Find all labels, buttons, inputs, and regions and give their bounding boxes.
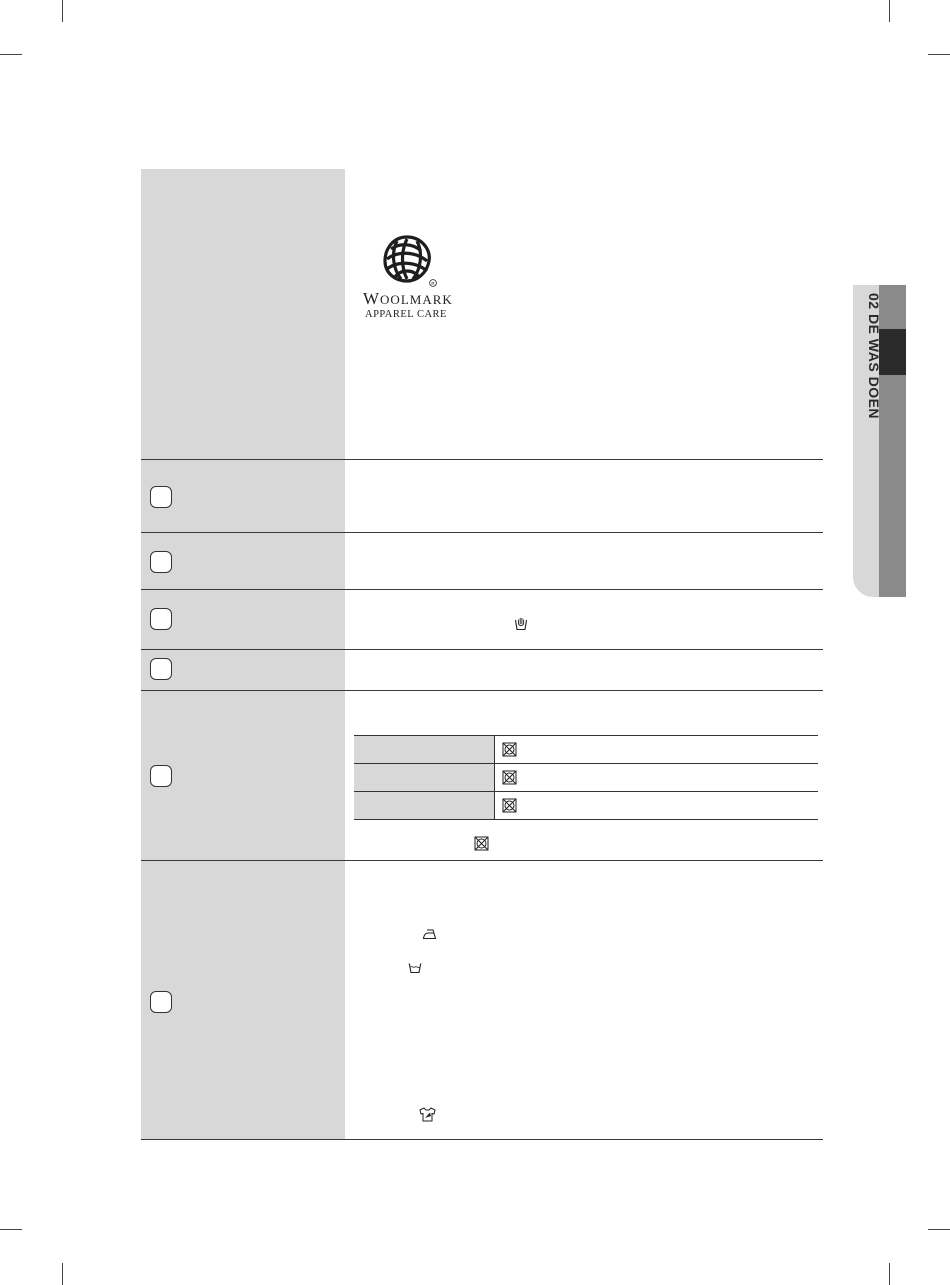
row-content-cell bbox=[345, 590, 823, 650]
table-row-step-6 bbox=[141, 861, 823, 1140]
row-content-cell bbox=[345, 861, 823, 1140]
do-not-tumble-dry-icon bbox=[474, 836, 489, 851]
iron-icon bbox=[422, 928, 438, 940]
row-content-cell bbox=[345, 460, 823, 533]
do-not-tumble-dry-icon bbox=[502, 742, 517, 757]
table-row-woolmark bbox=[141, 169, 823, 460]
row-content-cell bbox=[345, 533, 823, 590]
step-number-box bbox=[150, 551, 172, 573]
step-number-box bbox=[150, 608, 172, 630]
row-label-cell bbox=[141, 861, 345, 1140]
row-content-cell bbox=[345, 650, 823, 691]
row-divider bbox=[141, 1139, 823, 1140]
woolmark-wordmark: WOOLMARK bbox=[363, 289, 453, 308]
inner-table-row bbox=[354, 736, 818, 764]
woolmark-subtitle: APPAREL CARE bbox=[365, 309, 447, 320]
hand-wash-icon bbox=[514, 616, 528, 631]
step-number-box bbox=[150, 658, 172, 680]
crop-mark bbox=[928, 54, 950, 55]
do-not-tumble-dry-icon bbox=[502, 770, 517, 785]
crop-mark bbox=[889, 1263, 890, 1285]
row-label-cell bbox=[141, 650, 345, 691]
crop-mark bbox=[62, 0, 63, 22]
row-label-cell bbox=[141, 590, 345, 650]
row-content-cell bbox=[345, 169, 823, 460]
inner-table-row bbox=[354, 764, 818, 792]
table-row-step-3 bbox=[141, 590, 823, 650]
crop-mark bbox=[62, 1263, 63, 1285]
table-row-step-1 bbox=[141, 460, 823, 533]
chapter-label: 02 DE WAS DOEN bbox=[866, 293, 882, 420]
row-label-cell bbox=[141, 691, 345, 861]
woolmark-logo bbox=[363, 233, 459, 320]
wool-ball-icon bbox=[377, 233, 437, 289]
wash-tub-icon bbox=[408, 962, 422, 974]
tab-active-marker bbox=[879, 329, 906, 375]
table-row-step-2 bbox=[141, 533, 823, 590]
table-row-step-5 bbox=[141, 691, 823, 861]
crop-mark bbox=[0, 54, 22, 55]
do-not-tumble-dry-icon bbox=[502, 798, 517, 813]
step-number-box bbox=[150, 765, 172, 787]
row-content-cell bbox=[345, 691, 823, 861]
svg-text:R: R bbox=[431, 281, 435, 286]
crop-mark bbox=[0, 1229, 22, 1230]
table-row-step-4 bbox=[141, 650, 823, 691]
inner-table-label-cell bbox=[354, 792, 495, 819]
laundry-instruction-table bbox=[141, 169, 823, 1140]
row-label-cell bbox=[141, 533, 345, 590]
dry-garment-icon bbox=[419, 1107, 436, 1122]
step-number-box bbox=[150, 486, 172, 508]
inner-table-label-cell bbox=[354, 764, 495, 791]
crop-mark bbox=[889, 0, 890, 22]
chapter-side-tab bbox=[853, 285, 906, 597]
crop-mark bbox=[928, 1229, 950, 1230]
row-label-cell bbox=[141, 460, 345, 533]
row-label-cell bbox=[141, 169, 345, 460]
inner-table-label-cell bbox=[354, 736, 495, 763]
step-number-box bbox=[150, 991, 172, 1013]
drying-symbol-table bbox=[354, 736, 818, 819]
inner-table-row bbox=[354, 792, 818, 820]
